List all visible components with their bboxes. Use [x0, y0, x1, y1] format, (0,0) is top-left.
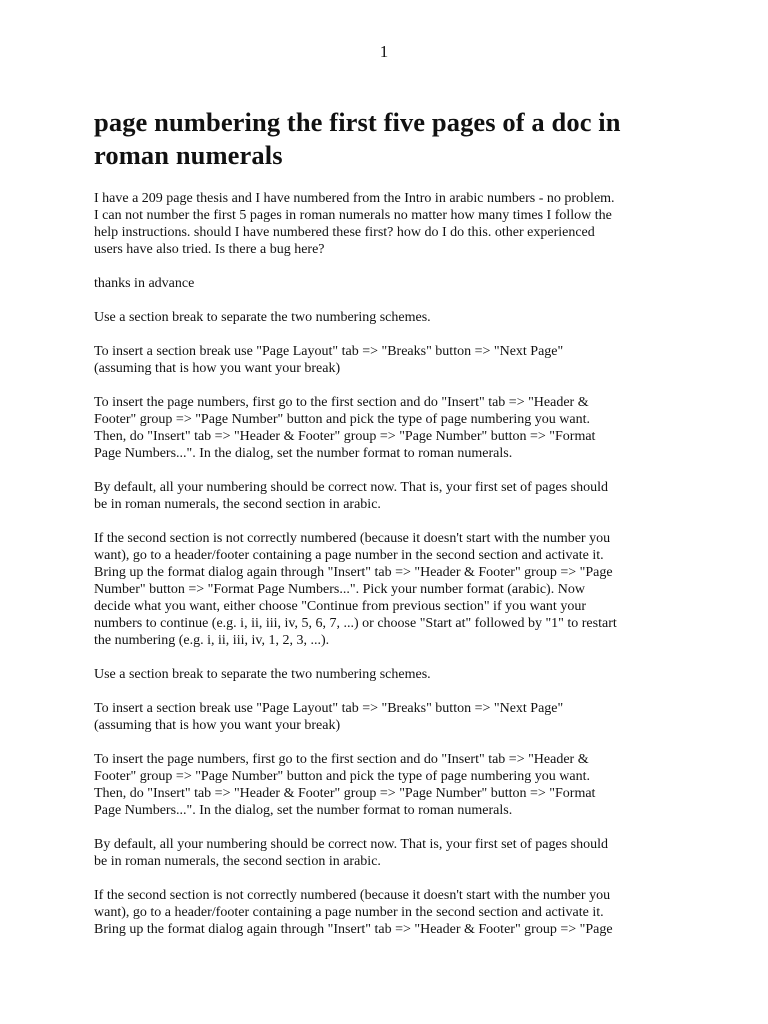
page-title: page numbering the first five pages of a doc in roman numerals: [94, 107, 621, 170]
answer-paragraph: By default, all your numbering should be correct now. That is, your first set of pages should be in roman numerals, the second section in arabic.: [94, 837, 609, 869]
answer-paragraph: If the second section is not correctly numbered (because it doesn't start with the number you want), go to a header/footer containing a page number in the second section and activate it. Bring up the format dialog again through "Insert" tab => "Header & Footer" group => "Page Number" button => "Format Page Numbers...". Pick your number format (arabic). Now decide what you want, either choose "Continue from previous section" if you want your numbers to continue (e.g. i, ii, iii, iv, 5, 6, 7, ...) or choose "Start at" followed by "1" to restart the numbering (e.g. i, ii, iii, iv, 1, 2, 3, ...).: [94, 531, 617, 648]
answer-paragraph: If the second section is not correctly numbered (because it doesn't start with the number you want), go to a header/footer containing a page number in the second section and activate it. Bring up the format dialog again through "Insert" tab => "Header & Footer" group => "Page: [94, 888, 613, 937]
document-body: [94, 106, 684, 955]
question-paragraph: I have a 209 page thesis and I have numbered from the Intro in arabic numbers - no problem. I can not number the first 5 pages in roman numerals no matter how many times I follow the help instructions. should I have numbered these first? how do I do this. other experienced users have also tried. Is there a bug here?: [94, 191, 615, 257]
answer-paragraph: To insert the page numbers, first go to the first section and do "Insert" tab => "Header & Footer" group => "Page Number" button and pick the type of page numbering you want. Then, do "Insert" tab => "Header & Footer" group => "Page Number" button => "Format Page Numbers...". In the dialog, set the number format to roman numerals.: [94, 752, 596, 818]
answer-paragraph: Use a section break to separate the two numbering schemes.: [94, 667, 431, 682]
answer-paragraph: Use a section break to separate the two numbering schemes.: [94, 310, 431, 325]
answer-paragraph: By default, all your numbering should be correct now. That is, your first set of pages should be in roman numerals, the second section in arabic.: [94, 480, 609, 512]
thanks-paragraph: thanks in advance: [94, 276, 195, 291]
answer-paragraph: To insert a section break use "Page Layout" tab => "Breaks" button => "Next Page" (assuming that is how you want your break): [94, 701, 564, 733]
answer-paragraph: To insert the page numbers, first go to the first section and do "Insert" tab => "Header & Footer" group => "Page Number" button and pick the type of page numbering you want. Then, do "Insert" tab => "Header & Footer" group => "Page Number" button => "Format Page Numbers...". In the dialog, set the number format to roman numerals.: [94, 395, 596, 461]
answer-paragraph: To insert a section break use "Page Layout" tab => "Breaks" button => "Next Page" (assuming that is how you want your break): [94, 344, 564, 376]
page-number: 1: [379, 42, 389, 61]
